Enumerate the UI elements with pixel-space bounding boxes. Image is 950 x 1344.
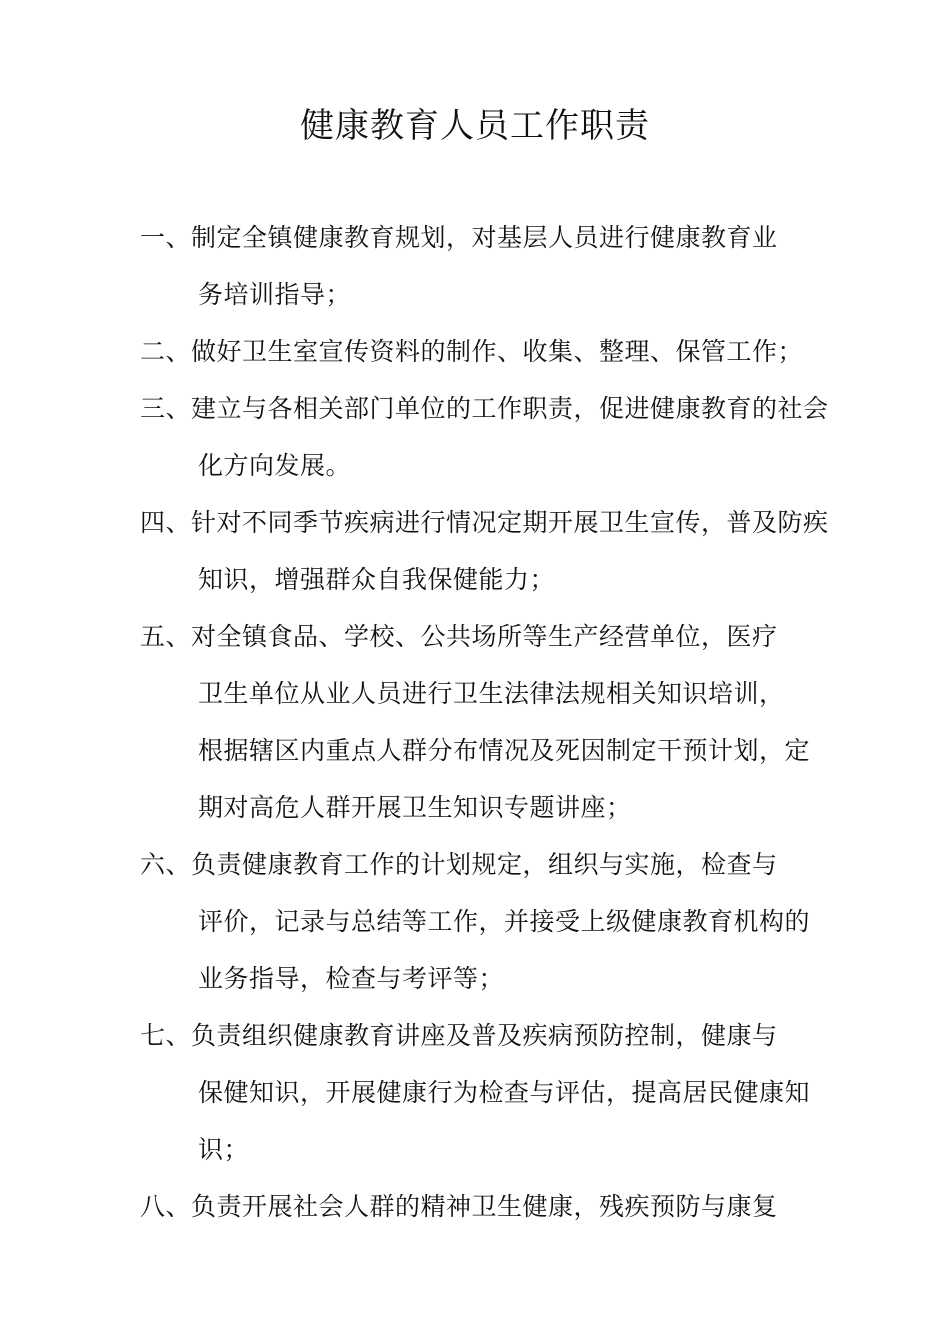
duty-line: 业务指导，检查与考评等； — [198, 964, 505, 993]
duty-line: 五、对全镇食品、学校、公共场所等生产经营单位，医疗 — [140, 622, 778, 651]
duty-line: 三、建立与各相关部门单位的工作职责，促进健康教育的社会 — [140, 394, 829, 423]
duty-line: 四、针对不同季节疾病进行情况定期开展卫生宣传，普及防疾 — [140, 508, 829, 537]
duty-list — [140, 214, 860, 1240]
duty-item-5 — [140, 613, 860, 841]
duty-line: 七、负责组织健康教育讲座及普及疾病预防控制，健康与 — [140, 1021, 778, 1050]
duty-line: 化方向发展。 — [198, 451, 352, 480]
duty-item-6 — [140, 841, 860, 1012]
duty-line: 一、制定全镇健康教育规划，对基层人员进行健康教育业 — [140, 223, 778, 252]
duty-line: 根据辖区内重点人群分布情况及死因制定干预计划，定 — [198, 736, 811, 765]
duty-line: 卫生单位从业人员进行卫生法律法规相关知识培训， — [198, 679, 785, 708]
duty-line: 评价，记录与总结等工作，并接受上级健康教育机构的 — [198, 907, 811, 936]
document-title: 健康教育人员工作职责 — [300, 106, 650, 146]
duty-item-7 — [140, 1012, 860, 1183]
duty-line: 保健知识，开展健康行为检查与评估，提高居民健康知 — [198, 1078, 811, 1107]
duty-line: 识； — [198, 1135, 250, 1164]
duty-line: 六、负责健康教育工作的计划规定，组织与实施，检查与 — [140, 850, 778, 879]
duty-line: 知识，增强群众自我保健能力； — [198, 565, 556, 594]
duty-item-4 — [140, 499, 860, 613]
duty-item-1 — [140, 214, 860, 328]
duty-item-3 — [140, 385, 860, 499]
duty-line: 务培训指导； — [198, 280, 352, 309]
duty-line: 二、做好卫生室宣传资料的制作、收集、整理、保管工作； — [140, 337, 804, 366]
duty-line: 八、负责开展社会人群的精神卫生健康，残疾预防与康复 — [140, 1192, 778, 1221]
duty-item-2 — [140, 328, 860, 385]
duty-item-8 — [140, 1183, 860, 1240]
duty-line: 期对高危人群开展卫生知识专题讲座； — [198, 793, 632, 822]
